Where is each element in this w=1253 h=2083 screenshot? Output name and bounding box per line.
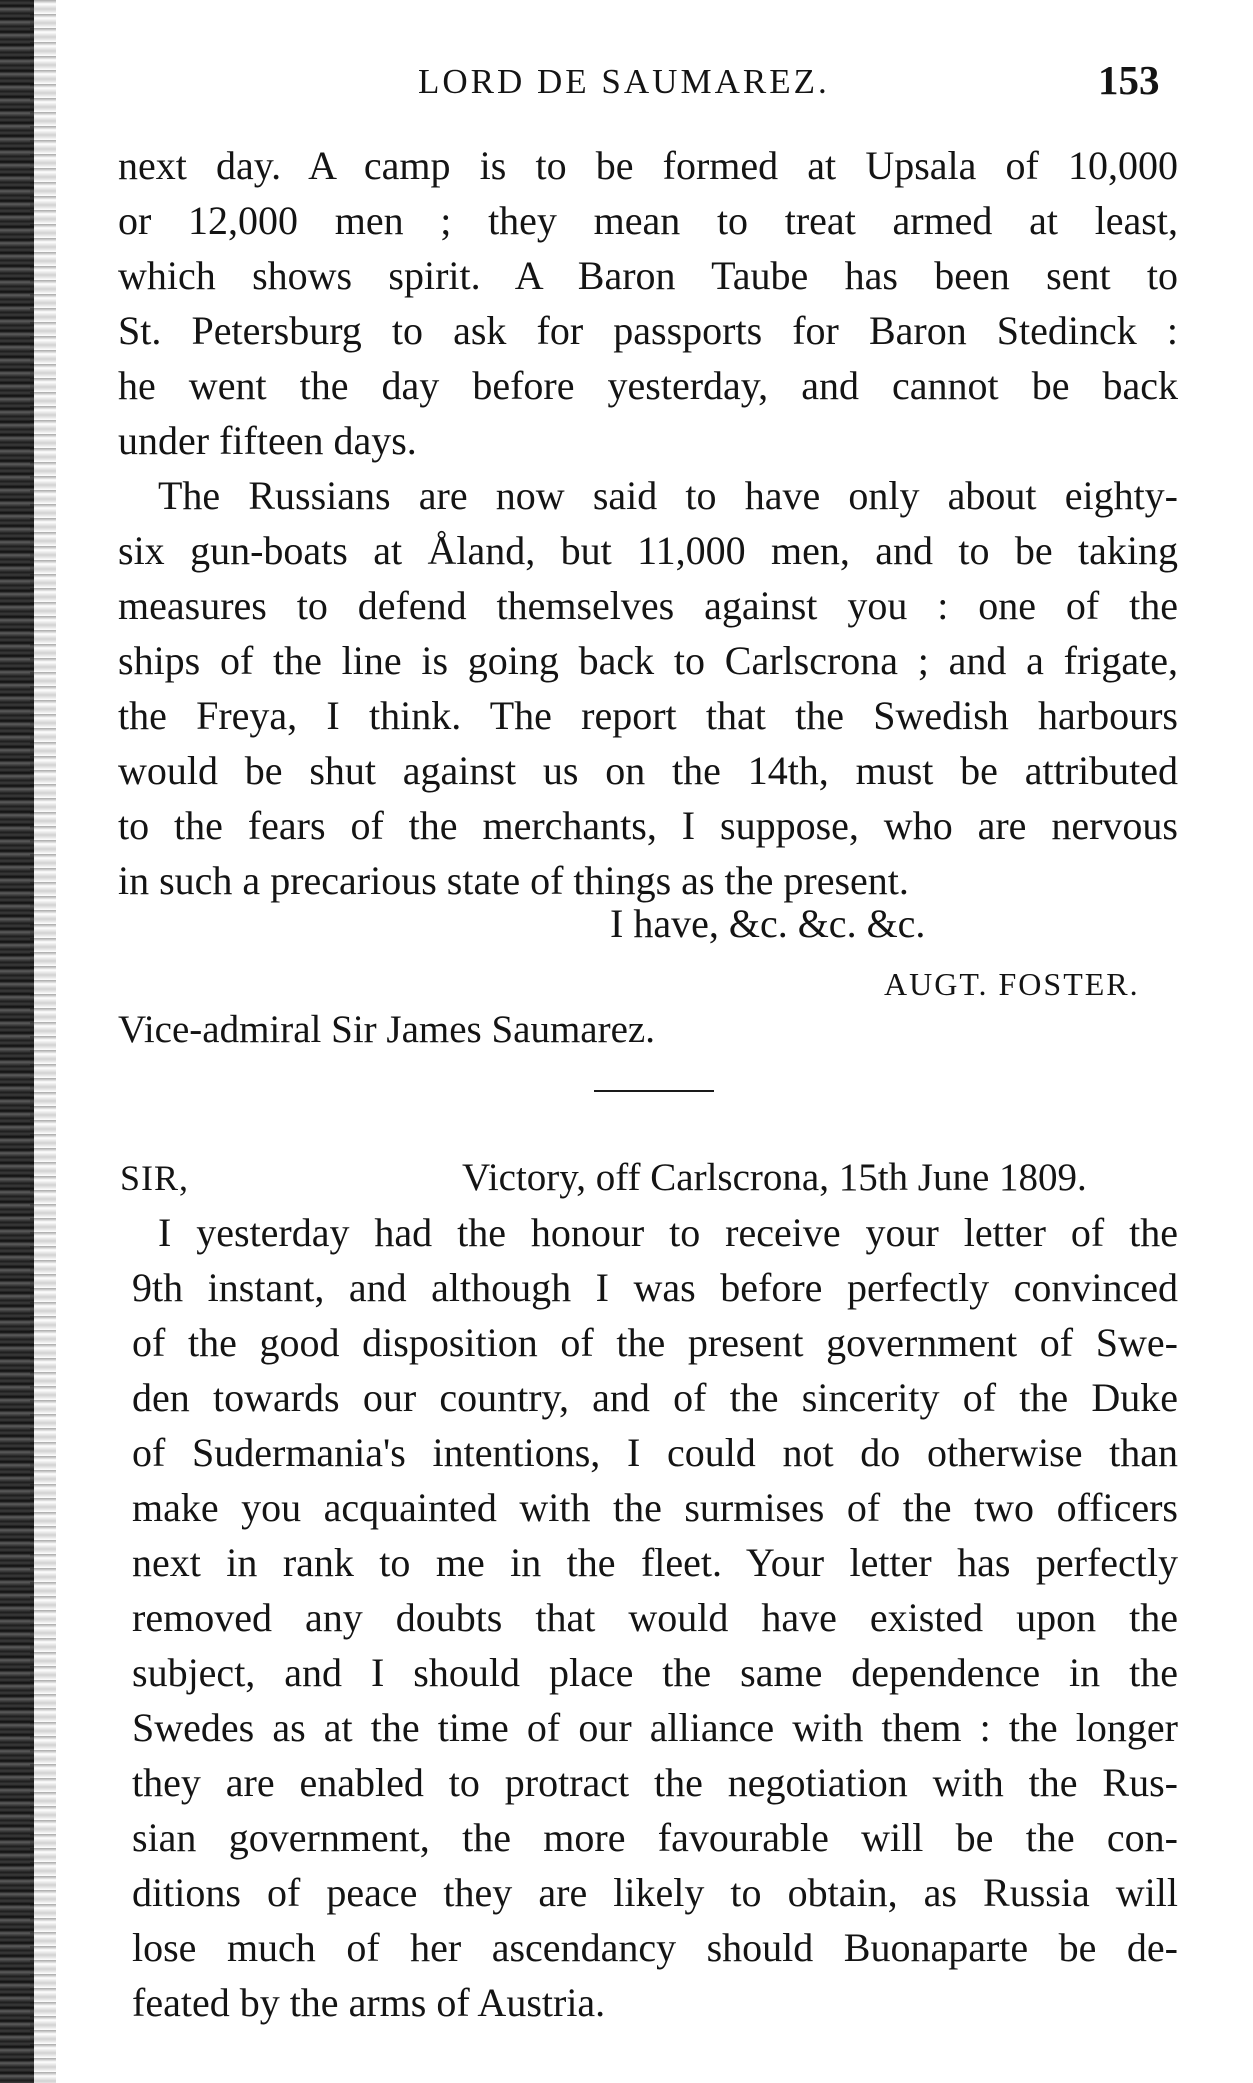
text-line: ships of the line is going back to Carlscrona ; and a frigate, [118, 638, 1178, 683]
text-line: the Freya, I think. The report that the Swedish harbours [118, 693, 1178, 738]
book-page [118, 0, 1178, 2083]
text-line: they are enabled to protract the negotiation with the Rus- [132, 1760, 1178, 1805]
text-line: The Russians are now said to have only about eighty- [158, 473, 1178, 518]
text-line: of Sudermania's intentions, I could not do otherwise than [132, 1430, 1178, 1475]
letter-salutation: SIR, [120, 1158, 190, 1198]
letter-addressee: Vice-admiral Sir James Saumarez. [118, 1008, 655, 1051]
text-line: six gun-boats at Åland, but 11,000 men, and to be taking [118, 528, 1178, 573]
book-spine-shadow [0, 0, 34, 2083]
text-line: in such a precarious state of things as the present. [118, 858, 909, 903]
text-line: next day. A camp is to be formed at Upsala of 10,000 [118, 143, 1178, 188]
text-line: measures to defend themselves against you : one of the [118, 583, 1178, 628]
text-line: feated by the arms of Austria. [132, 1980, 606, 2025]
text-line: St. Petersburg to ask for passports for Baron Stedinck : [118, 308, 1178, 353]
text-line: would be shut against us on the 14th, must be attributed [118, 748, 1178, 793]
text-line: Swedes as at the time of our alliance with them : the longer [132, 1705, 1178, 1750]
text-line: den towards our country, and of the sincerity of the Duke [132, 1375, 1178, 1420]
text-line: under fifteen days. [118, 418, 417, 463]
text-line: 9th instant, and although I was before perfectly convinced [132, 1265, 1178, 1310]
text-line: ditions of peace they are likely to obtain, as Russia will [132, 1870, 1178, 1915]
letter-signature: AUGT. FOSTER. [884, 966, 1140, 1002]
text-line: subject, and I should place the same dependence in the [132, 1650, 1178, 1695]
letter-closing: I have, &c. &c. &c. [610, 901, 926, 946]
text-line: to the fears of the merchants, I suppose, who are nervous [118, 803, 1178, 848]
text-line: or 12,000 men ; they mean to treat armed at least, [118, 198, 1178, 243]
text-line: removed any doubts that would have existed upon the [132, 1595, 1178, 1640]
text-line: of the good disposition of the present government of Swe- [132, 1320, 1178, 1365]
text-line: he went the day before yesterday, and cannot be back [118, 363, 1178, 408]
text-line: make you acquainted with the surmises of the two officers [132, 1485, 1178, 1530]
running-title: LORD DE SAUMAREZ. [418, 62, 830, 101]
book-gutter-texture [30, 0, 56, 2083]
text-line: sian government, the more favourable will be the con- [132, 1815, 1178, 1860]
page-number: 153 [1098, 57, 1160, 103]
letter-dateline: Victory, off Carlscrona, 15th June 1809. [462, 1156, 1087, 1199]
text-line: I yesterday had the honour to receive your letter of the [158, 1210, 1178, 1255]
section-divider [594, 1090, 714, 1092]
text-line: next in rank to me in the fleet. Your letter has perfectly [132, 1540, 1178, 1585]
text-line: lose much of her ascendancy should Buonaparte be de- [132, 1925, 1178, 1970]
text-line: which shows spirit. A Baron Taube has been sent to [118, 253, 1178, 298]
